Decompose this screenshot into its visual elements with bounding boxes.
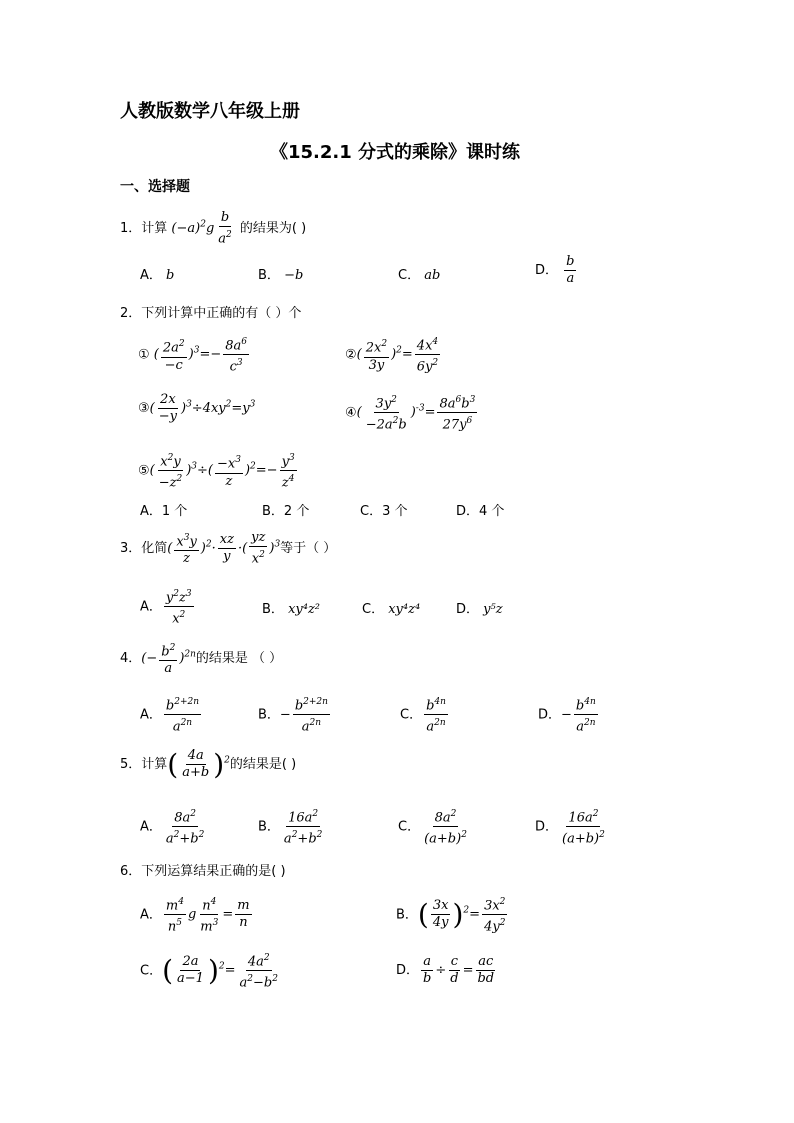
q1-option-c[interactable]: C． ab: [398, 268, 441, 283]
question-1-tail: 的结果为( ): [239, 221, 307, 237]
question-4: 4．(− $\frac{b^2}{a}$ )$^{2n}$的结果是 （ ）: [120, 640, 282, 677]
q3-option-c[interactable]: C． xy⁴z⁴: [362, 602, 421, 617]
q2-item-4: ④( $\frac{3y^2}{-2a^2b}$ )$^{-3}$= $\frac{8a^6b^3}{27y^6}$: [345, 392, 479, 434]
q5-option-d[interactable]: D． $\frac{16a^2}{(a+b)^2}$: [535, 806, 609, 848]
q4-option-b[interactable]: B．− $\frac{b^{2+2n}}{a^{2n}}$: [258, 694, 332, 736]
q5-option-b[interactable]: B． $\frac{16a^2}{a^2+b^2}$: [258, 806, 326, 848]
q3-option-a[interactable]: A． $\frac{y^2z^3}{x^2}$: [140, 586, 196, 628]
q1-expression: $(-a)^2g$ $\frac{b}{a^2}$: [171, 210, 232, 247]
q2-option-a[interactable]: A．1 个: [140, 504, 188, 519]
q5-option-a[interactable]: A． $\frac{8a^2}{a^2+b^2}$: [140, 806, 208, 848]
doc-title: 人教版数学八年级上册: [120, 101, 300, 122]
q6-option-a[interactable]: A． $\frac{m^4}{n^5}$ g $\frac{n^4}{m^3}$ = $\frac{m}{n}$: [140, 894, 254, 936]
question-3: 3．化简( $\frac{x^3y}{z}$ )$^2$· $\frac{xz}{y}$ ·( $\frac{yz}{x^2}$ )$^3$等于（ ）: [120, 530, 337, 567]
question-1-stem: 1．计算: [120, 221, 168, 237]
q6-option-b[interactable]: B．( $\frac{3x}{4y}$ )$^2$= $\frac{3x^2}{4y^2}$: [396, 894, 509, 936]
q2-item-1: ① ( $\frac{2a^2}{-c}$ )$^3$=− $\frac{8a^6}{c^3}$: [138, 334, 251, 376]
q3-option-d[interactable]: D． y⁵z: [456, 602, 503, 617]
q2-item-2: ②( $\frac{2x^2}{3y}$ )$^2$= $\frac{4x^4}{6y^2}$: [345, 334, 442, 376]
q2-option-c[interactable]: C．3 个: [360, 504, 408, 519]
q4-option-c[interactable]: C． $\frac{b^{4n}}{a^{2n}}$: [400, 694, 450, 736]
question-6: 6．下列运算结果正确的是( ): [120, 864, 286, 879]
question-1: [120, 210, 306, 247]
q1-option-d[interactable]: D． $\frac{b}{a}$: [535, 254, 575, 286]
q2-item-3: ③( $\frac{2x}{-y}$ )$^3\div 4xy^2=y^3$: [138, 392, 256, 424]
q6-option-d[interactable]: D． $\frac{a}{b}$ ÷ $\frac{c}{d}$ = $\frac{ac}{bd}$: [396, 954, 495, 986]
q6-option-c[interactable]: C．( $\frac{2a}{a-1}$ )$^2$= $\frac{4a^2}{a^2-b^2}$: [140, 950, 282, 992]
question-2: 2．下列计算中正确的有（ ）个: [120, 306, 302, 321]
lesson-title: 《15.2.1 分式的乘除》课时练: [270, 142, 521, 163]
q2-item-5: ⑤( $\frac{x^2y}{-z^2}$ )$^3$÷( $\frac{-x^3}{z}$ )$^2$=− $\frac{y^3}{z^4}$: [138, 450, 299, 492]
q5-option-c[interactable]: C． $\frac{8a^2}{(a+b)^2}$: [398, 806, 471, 848]
q1-option-b[interactable]: B． −b: [258, 268, 304, 283]
q4-option-d[interactable]: D．− $\frac{b^{4n}}{a^{2n}}$: [538, 694, 600, 736]
section-heading: 一、选择题: [120, 179, 190, 195]
q3-option-b[interactable]: B． xy⁴z²: [262, 602, 321, 617]
q2-option-d[interactable]: D．4 个: [456, 504, 505, 519]
q4-option-a[interactable]: A． $\frac{b^{2+2n}}{a^{2n}}$: [140, 694, 203, 736]
q1-option-a[interactable]: A． b: [140, 268, 175, 283]
q2-option-b[interactable]: B．2 个: [262, 504, 310, 519]
question-5: 5．计算( $\frac{4a}{a+b}$ )$^2$的结果是( ): [120, 748, 297, 781]
